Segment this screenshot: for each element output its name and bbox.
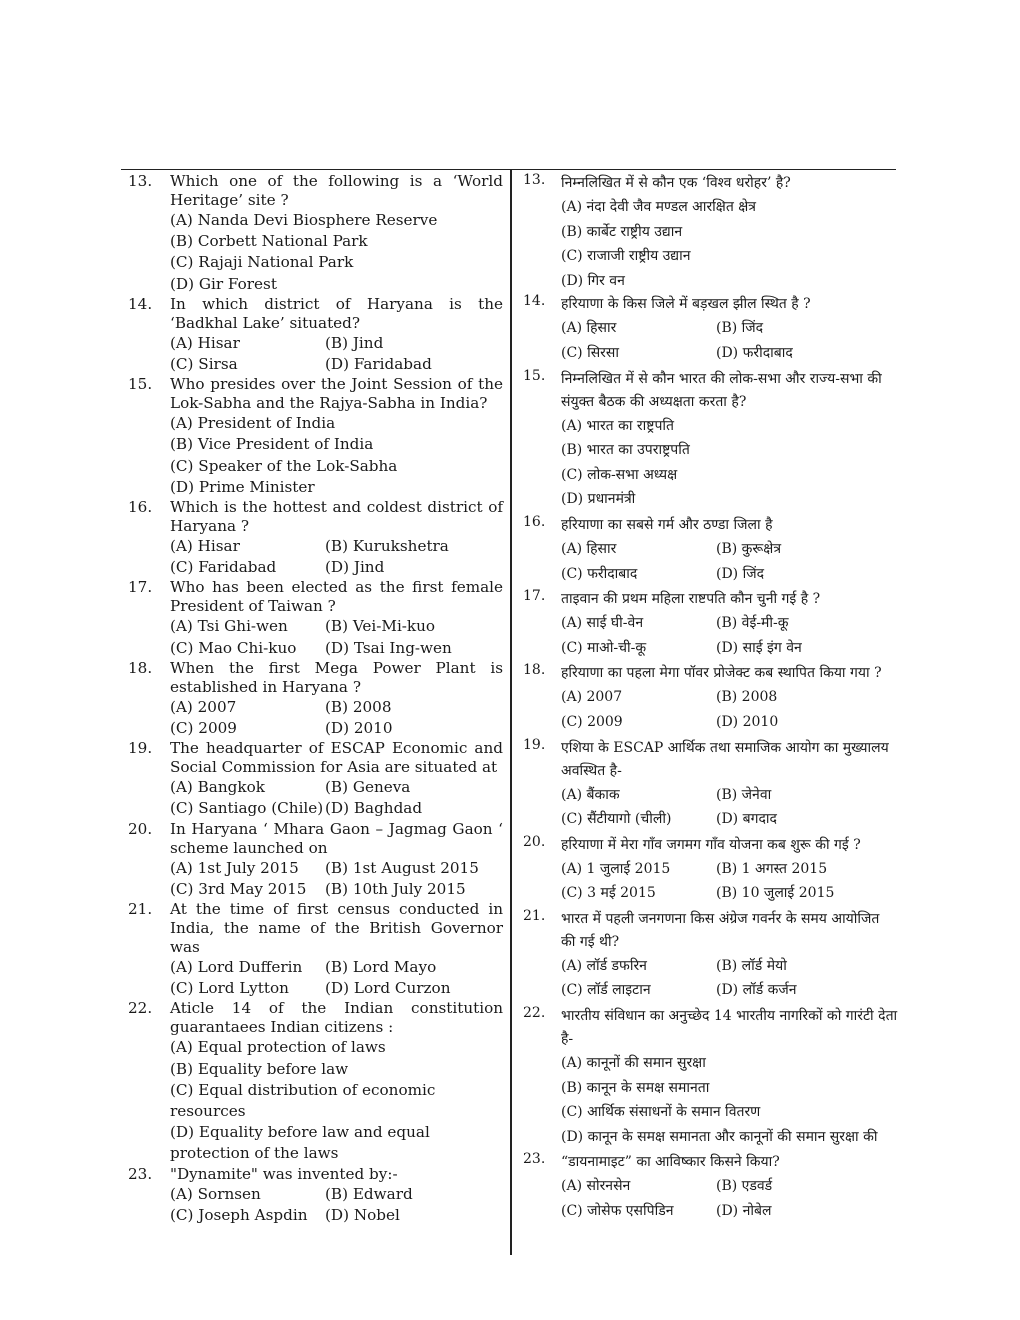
question-18: [515, 662, 898, 734]
question-14: [121, 295, 503, 375]
question-15: [515, 368, 898, 512]
question-text: भारतीय संविधान का अनुच्छेद 14 भारतीय नागरिकों को गारंटी देता है-: [561, 1008, 898, 1048]
question-number: 22.: [128, 999, 153, 1018]
option: (C) सैंटीयागो (चीली): [561, 811, 672, 828]
option-row: [561, 1174, 898, 1199]
question-number: 18.: [128, 658, 153, 677]
option-row: [170, 697, 503, 718]
option-row: [561, 685, 898, 710]
question-13: [121, 172, 503, 295]
question-number: 20.: [523, 833, 546, 850]
option: (C) Speaker of the Lok-Sabha: [170, 456, 398, 475]
option: (A) 1 जुलाई 2015: [561, 860, 671, 877]
option: (A) Lord Dufferin: [170, 958, 303, 977]
question-text: हरियाणा में मेरा गाँव जगमग गाँव योजना कब शुरू की गई ?: [561, 836, 861, 853]
question-20: [515, 834, 898, 906]
question-text: हरियाणा का पहला मेगा पॉवर प्रोजेक्ट कब स्थापित किया गया ?: [561, 665, 882, 682]
question-text: Who has been elected as the first female President of Taiwan ?: [170, 578, 503, 616]
question-number: 16.: [128, 498, 153, 517]
question-text: हरियाणा का सबसे गर्म और ठण्डा जिला है: [561, 516, 773, 533]
option: (D) लॉर्ड कर्जन: [716, 982, 797, 999]
option: (D) गिर वन: [561, 272, 625, 289]
option: (A) नंदा देवी जैव मण्डल आरक्षित क्षेत्र: [561, 199, 757, 215]
column-divider: [510, 169, 512, 1255]
option: (B) 1 अगस्त 2015: [716, 860, 828, 877]
option: (C) 2009: [170, 719, 237, 738]
question-number: 15.: [523, 367, 546, 384]
option: (B) 1st August 2015: [325, 858, 479, 877]
question-number: 20.: [128, 819, 153, 838]
question-text: When the first Mega Power Plant is established in Haryana ?: [170, 658, 503, 696]
option-row: [170, 1205, 503, 1226]
question-text: एशिया के ESCAP आर्थिक तथा समाजिक आयोग का मुख्यालय अवस्थित है-: [561, 739, 889, 779]
option-row: [561, 954, 898, 979]
question-text: Which one of the following is a ‘World Heritage’ site ?: [170, 172, 503, 209]
question-text: "Dynamite" was invented by:-: [170, 1164, 398, 1183]
option: (B) Corbett National Park: [170, 232, 368, 251]
option: (B) Lord Mayo: [325, 958, 437, 977]
option: (A) कानूनों की समान सुरक्षा: [561, 1055, 706, 1072]
question-21: [515, 908, 898, 1003]
option-row: [561, 316, 898, 341]
question-text: At the time of first census conducted in India, the name of the British Governor was: [170, 900, 503, 957]
option-row: [170, 616, 503, 637]
question-19: [121, 739, 503, 819]
question-number: 15.: [128, 375, 153, 394]
option: (D) Nobel: [325, 1205, 400, 1224]
question-14: [515, 293, 898, 365]
english-column: [121, 172, 503, 1226]
option-row: [561, 636, 898, 661]
question-text: Which is the hottest and coldest district of Haryana ?: [170, 498, 503, 536]
option-row: [561, 783, 898, 808]
question-number: 14.: [523, 293, 546, 310]
option: (C) लोक-सभा अध्यक्ष: [561, 466, 678, 483]
question-number: 16.: [523, 513, 546, 530]
option: (B) 2008: [716, 689, 778, 706]
option: (A) भारत का राष्ट्रपति: [561, 417, 675, 434]
option: (A) Nanda Devi Biosphere Reserve: [170, 211, 438, 229]
option: (D) प्रधानमंत्री: [561, 491, 636, 508]
option-row: [561, 537, 898, 562]
question-number: 13.: [523, 172, 546, 188]
option-row: [170, 978, 503, 999]
option-row: [561, 807, 898, 832]
option-row: [170, 638, 503, 659]
question-number: 19.: [523, 736, 546, 753]
hindi-column: [515, 172, 898, 1224]
question-text: Who presides over the Joint Session of the Lok-Sabha and the Rajya-Sabha in India?: [170, 375, 503, 413]
question-text: निम्नलिखित में से कौन एक ‘विश्व धरोहर’ है?: [561, 175, 791, 191]
option-row: [170, 957, 503, 978]
option: (A) हिसार: [561, 320, 617, 337]
question-23: [121, 1165, 503, 1226]
option: (B) Edward: [325, 1184, 413, 1203]
option-row: [170, 557, 503, 578]
option: (A) लॉर्ड डफरिन: [561, 957, 647, 974]
option: (C) Rajaji National Park: [170, 253, 354, 272]
question-text: ताइवान की प्रथम महिला राष्टपति कौन चुनी गई है ?: [561, 591, 821, 608]
question-number: 21.: [523, 907, 546, 924]
option-row: [561, 1199, 898, 1224]
question-text: निम्नलिखित में से कौन भारत की लोक-सभा और राज्य-सभा की संयुक्त बैठक की अध्यक्षता करता है?: [561, 370, 882, 410]
option: (D) Lord Curzon: [325, 979, 451, 998]
option: (B) 10 जुलाई 2015: [716, 885, 835, 902]
option-row: [561, 710, 898, 735]
option-row: [170, 798, 503, 819]
option: (A) Bangkok: [170, 778, 265, 797]
question-number: 21.: [128, 900, 153, 919]
option: (D) कानून के समक्ष समानता और कानूनों की समान सुरक्षा की: [561, 1128, 878, 1145]
option: (C) जोसेफ एसपिडिन: [561, 1203, 674, 1220]
option: (B) Jind: [325, 333, 384, 352]
option: (B) कानून के समक्ष समानता: [561, 1079, 710, 1096]
option-row: [170, 879, 503, 900]
option: (D) जिंद: [716, 565, 765, 582]
option-row: [170, 354, 503, 375]
option: (A) Hisar: [170, 333, 240, 352]
question-number: 13.: [128, 172, 153, 190]
option-row: [170, 333, 503, 354]
option-row: [561, 341, 898, 366]
question-number: 22.: [523, 1005, 546, 1022]
option: (C) 2009: [561, 713, 623, 730]
option: (C) राजाजी राष्ट्रीय उद्यान: [561, 248, 691, 265]
question-number: 17.: [523, 588, 546, 605]
option: (B) कुरूक्षेत्र: [716, 540, 782, 557]
question-number: 23.: [128, 1164, 153, 1183]
option: (D) Prime Minister: [170, 477, 315, 496]
option: (A) 2007: [561, 689, 623, 706]
option-row: [561, 881, 898, 906]
question-text: भारत में पहली जनगणना किस अंग्रेज गवर्नर के समय आयोजित की गई थी?: [561, 910, 880, 950]
option: (C) लॉर्ड लाइटान: [561, 982, 651, 999]
option: (B) Vei-Mi-kuo: [325, 617, 436, 636]
option-row: [561, 857, 898, 882]
option: (C) सिरसा: [561, 344, 619, 361]
question-13: [515, 172, 898, 293]
option-row: [561, 611, 898, 636]
option-row: [170, 718, 503, 739]
question-text: The headquarter of ESCAP Economic and Social Commission for Asia are situated at: [170, 739, 503, 777]
question-20: [121, 820, 503, 900]
option: (A) हिसार: [561, 540, 617, 557]
option: (C) माओ-ची-कू: [561, 639, 647, 656]
option: (B) कार्बेट राष्ट्रीय उद्यान: [561, 223, 683, 240]
top-rule: [121, 169, 896, 170]
option: (B) जेनेवा: [716, 786, 772, 803]
option: (D) 2010: [716, 713, 779, 730]
option: (D) Gir Forest: [170, 274, 277, 293]
question-number: 19.: [128, 739, 153, 758]
option: (A) President of India: [170, 414, 336, 433]
option: (C) 3 मई 2015: [561, 885, 656, 902]
option: (D) फरीदाबाद: [716, 344, 793, 361]
option: (C) Joseph Aspdin: [170, 1205, 308, 1224]
option-row: [561, 978, 898, 1003]
option: (C) Equal distribution of economic resources: [170, 1080, 436, 1121]
option: (D) Baghdad: [325, 799, 423, 818]
option: (B) 2008: [325, 697, 392, 716]
option: (B) Equality before law: [170, 1059, 349, 1078]
option-row: [170, 777, 503, 798]
option: (B) Kurukshetra: [325, 537, 449, 556]
option: (C) Lord Lytton: [170, 979, 289, 998]
question-number: 17.: [128, 578, 153, 597]
option: (B) भारत का उपराष्ट्रपति: [561, 442, 690, 459]
question-text: Aticle 14 of the Indian constitution guarantaees Indian citizens :: [170, 999, 503, 1037]
option: (C) Mao Chi-kuo: [170, 638, 297, 657]
question-17: [515, 588, 898, 660]
option: (D) Faridabad: [325, 355, 432, 374]
option: (B) जिंद: [716, 320, 764, 337]
option: (A) Hisar: [170, 537, 240, 556]
question-23: [515, 1151, 898, 1223]
question-15: [121, 375, 503, 498]
option: (D) Jind: [325, 558, 385, 577]
option: (B) Geneva: [325, 778, 411, 797]
question-text: “डायनामाइट” का आविष्कार किसने किया?: [561, 1154, 780, 1171]
option: (D) नोबेल: [716, 1203, 772, 1220]
option-row: [170, 536, 503, 557]
option: (A) सोरनसेन: [561, 1178, 631, 1195]
option: (D) Tsai Ing-wen: [325, 638, 452, 657]
option: (D) Equality before law and equal protection of the laws: [170, 1123, 430, 1163]
question-22: [515, 1005, 898, 1149]
option: (B) लॉर्ड मेयो: [716, 957, 787, 974]
option: (A) 2007: [170, 697, 237, 716]
question-16: [121, 498, 503, 578]
question-21: [121, 900, 503, 999]
question-text: हरियाणा के किस जिले में बड़खल झील स्थित है ?: [561, 296, 811, 313]
option: (A) Tsi Ghi-wen: [170, 617, 288, 636]
option: (B) वेई-मी-कू: [716, 615, 789, 632]
option-row: [561, 562, 898, 587]
option: (B) Vice President of India: [170, 435, 374, 454]
question-text: In Haryana ‘ Mhara Gaon – Jagmag Gaon ‘ scheme launched on: [170, 819, 503, 857]
question-number: 18.: [523, 662, 546, 679]
question-number: 14.: [128, 294, 153, 313]
option: (C) Faridabad: [170, 558, 277, 577]
option: (C) 3rd May 2015: [170, 879, 307, 898]
question-17: [121, 578, 503, 658]
question-22: [121, 999, 503, 1164]
option: (C) फरीदाबाद: [561, 565, 638, 582]
option: (A) Sornsen: [170, 1184, 261, 1203]
question-18: [121, 659, 503, 739]
question-16: [515, 514, 898, 586]
option: (A) बैंकाक: [561, 786, 620, 803]
option: (D) बगदाद: [716, 811, 777, 828]
option: (B) 10th July 2015: [325, 879, 466, 898]
option: (D) 2010: [325, 719, 393, 738]
option: (A) साई घी-वेन: [561, 615, 644, 632]
option-row: [170, 858, 503, 879]
option: (C) Santiago (Chile): [170, 799, 324, 818]
option: (D) साई इंग वेन: [716, 639, 802, 656]
option: (C) आर्थिक संसाधनों के समान वितरण: [561, 1104, 761, 1121]
question-number: 23.: [523, 1151, 546, 1168]
option: (A) 1st July 2015: [170, 858, 299, 877]
question-text: In which district of Haryana is the ‘Badkhal Lake’ situated?: [170, 294, 503, 332]
option-row: [170, 1184, 503, 1205]
option: (A) Equal protection of laws: [170, 1038, 386, 1057]
question-19: [515, 737, 898, 832]
option: (B) एडवर्ड: [716, 1178, 773, 1195]
option: (C) Sirsa: [170, 355, 238, 374]
